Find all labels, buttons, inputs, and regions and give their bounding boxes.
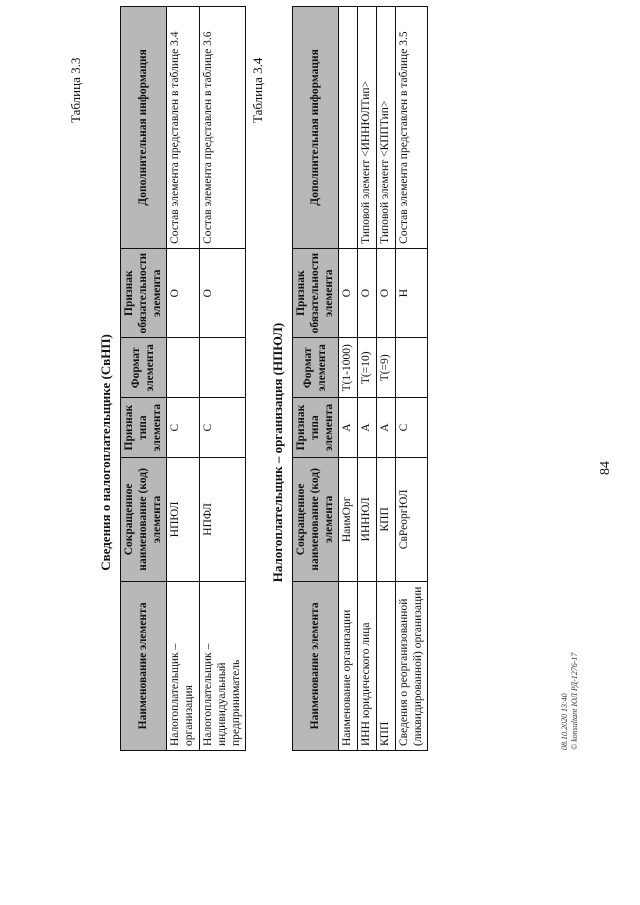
header-element-name: Наименование элемента bbox=[121, 581, 167, 750]
table-header-row bbox=[293, 7, 339, 751]
header-type: Признак типа элемента bbox=[121, 398, 167, 458]
table-caption-3-4: Таблица 3.4 bbox=[250, 57, 265, 123]
cell-element-name: КПП bbox=[376, 581, 395, 750]
table-row bbox=[395, 7, 428, 751]
cell-type: А bbox=[376, 398, 395, 458]
cell-required: О bbox=[167, 248, 200, 338]
table-row bbox=[376, 7, 395, 751]
cell-type: А bbox=[339, 398, 358, 458]
cell-required: Н bbox=[395, 248, 428, 338]
cell-format bbox=[199, 338, 245, 398]
cell-type: А bbox=[358, 398, 377, 458]
cell-type: С bbox=[199, 398, 245, 458]
section-title-npul: Налогоплательщик – организация (НПЮЛ) bbox=[270, 322, 285, 583]
header-additional-info: Дополнительная информация bbox=[293, 7, 339, 249]
print-stamp-source: © konsultant ЮЛ РД-1276-17 bbox=[570, 652, 579, 750]
organization-taxpayer-table bbox=[292, 6, 428, 751]
table-row bbox=[339, 7, 358, 751]
cell-additional-info bbox=[339, 7, 358, 249]
header-short-name: Сокращенное наименование (код) элемента bbox=[121, 458, 167, 582]
header-format: Формат элемента bbox=[121, 338, 167, 398]
cell-element-name: Налогоплательщик – организация bbox=[167, 581, 200, 750]
cell-element-name: Сведения о реорганизованной (ликвидированной) организации bbox=[395, 581, 428, 750]
header-element-name: Наименование элемента bbox=[293, 581, 339, 750]
cell-short-name: КПП bbox=[376, 457, 395, 581]
cell-short-name: НПФЛ bbox=[199, 458, 245, 582]
header-required: Признак обязательности элемента bbox=[293, 248, 339, 338]
cell-short-name: НПЮЛ bbox=[167, 458, 200, 582]
cell-short-name: ИННЮЛ bbox=[358, 457, 377, 581]
cell-element-name: Налогоплательщик – индивидуальный предприниматель bbox=[199, 581, 245, 750]
cell-short-name: НаимОрг bbox=[339, 457, 358, 581]
cell-additional-info: Состав элемента представлен в таблице 3.5 bbox=[395, 7, 428, 249]
cell-additional-info: Состав элемента представлен в таблице 3.6 bbox=[199, 7, 245, 249]
header-short-name: Сокращенное наименование (код) элемента bbox=[293, 457, 339, 581]
page-number: 84 bbox=[598, 461, 613, 475]
cell-format: T(=10) bbox=[358, 338, 377, 398]
header-additional-info: Дополнительная информация bbox=[121, 7, 167, 249]
header-format: Формат элемента bbox=[293, 338, 339, 398]
cell-format: T(=9) bbox=[376, 338, 395, 398]
cell-format bbox=[395, 338, 428, 398]
print-stamp-date: 08.10.2020 13:40 bbox=[560, 693, 569, 750]
cell-element-name: Наименование организации bbox=[339, 581, 358, 750]
header-type: Признак типа элемента bbox=[293, 398, 339, 458]
print-stamp bbox=[560, 653, 580, 750]
table-row bbox=[358, 7, 377, 751]
table-row bbox=[167, 7, 200, 751]
cell-short-name: СвРеоргЮЛ bbox=[395, 457, 428, 581]
cell-additional-info: Типовой элемент <КППТип> bbox=[376, 7, 395, 249]
table-row bbox=[199, 7, 245, 751]
header-required: Признак обязательности элемента bbox=[121, 248, 167, 338]
cell-additional-info: Типовой элемент <ИННЮЛТип> bbox=[358, 7, 377, 249]
cell-required: О bbox=[376, 248, 395, 338]
section-title-svnp: Сведения о налогоплательщике (СвНП) bbox=[98, 334, 113, 571]
taxpayer-info-table bbox=[120, 6, 246, 751]
cell-required: О bbox=[339, 248, 358, 338]
table-caption-3-3: Таблица 3.3 bbox=[68, 57, 83, 123]
cell-format bbox=[167, 338, 200, 398]
cell-type: С bbox=[167, 398, 200, 458]
cell-additional-info: Состав элемента представлен в таблице 3.4 bbox=[167, 7, 200, 249]
cell-type: С bbox=[395, 398, 428, 458]
table-header-row bbox=[121, 7, 167, 751]
cell-required: О bbox=[358, 248, 377, 338]
cell-format: T(1-1000) bbox=[339, 338, 358, 398]
cell-required: О bbox=[199, 248, 245, 338]
cell-element-name: ИНН юридического лица bbox=[358, 581, 377, 750]
